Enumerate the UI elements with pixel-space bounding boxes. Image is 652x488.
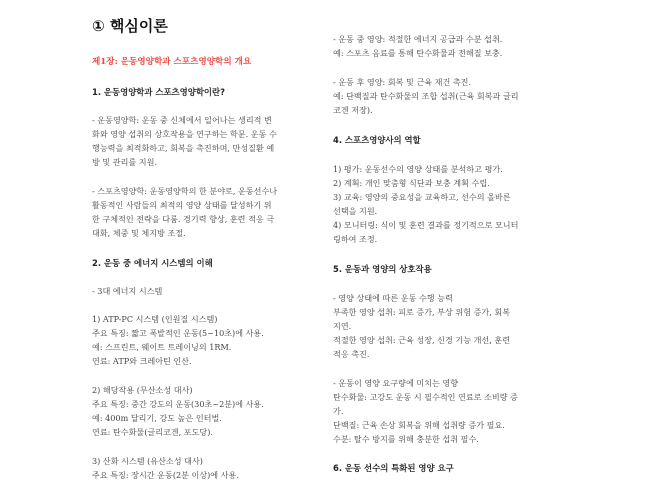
list-line: 2) 계획: 개인 맞춤형 식단과 보충 계획 수립. [333, 178, 490, 188]
paragraph-line: 지연. [333, 321, 352, 331]
list-line: 3) 교육: 영양의 중요성을 교육하고, 선수의 올바른 [333, 192, 511, 202]
paragraph-line: - 3대 에너지 시스템 [92, 286, 163, 296]
section-heading-1: 1. 운동영양학과 스포츠영양학이란? [92, 87, 225, 97]
paragraph-line: - 운동이 영양 요구량에 미치는 영향 [333, 378, 459, 388]
list-line: 연료: 탄수화물(글리코겐, 포도당). [92, 427, 213, 437]
paragraph-line: 활동적인 사람들의 최적의 영양 상태를 달성하기 위 [92, 200, 272, 210]
paragraph-line: - 스포츠영양학: 운동영양학의 한 분야로, 운동선수나 [92, 186, 278, 196]
paragraph-line: 대화, 체중 및 체지방 조절. [92, 228, 186, 238]
paragraph-line: 적절한 영양 섭취: 근육 성장, 신경 기능 개선, 훈련 [333, 335, 511, 345]
list-line: 선택을 지원. [333, 206, 378, 216]
paragraph-line: 탄수화물: 고강도 운동 시 필수적인 연료로 소비량 증 [333, 392, 518, 402]
paragraph-line: 예: 단백질과 탄수화물의 조합 섭취(근육 회복과 글리 [333, 91, 519, 101]
list-line: 주요 특징: 중간 강도의 운동(30초~2분)에 사용. [92, 399, 264, 409]
paragraph-line: 한 구체적인 전략을 다룸. 경기력 향상, 훈련 적응 극 [92, 214, 275, 224]
section-heading-2: 2. 운동 중 에너지 시스템의 이해 [92, 258, 213, 268]
page-title: ① 핵심이론 [92, 17, 168, 35]
paragraph-line: - 운동영양학: 운동 중 신체에서 일어나는 생리적 변 [92, 115, 272, 125]
paragraph-line: - 영양 상태에 따른 운동 수행 능력 [333, 293, 453, 303]
list-line: 주요 특징: 장시간 운동(2분 이상)에 사용. [92, 470, 239, 480]
paragraph-line: 수분: 탈수 방지를 위해 충분한 섭취 필수. [333, 434, 479, 444]
paragraph-line: 부족한 영양 섭취: 피로 증가, 부상 위험 증가, 회복 [333, 307, 511, 317]
paragraph-line: - 운동 후 영양: 회복 및 근육 재건 촉진. [333, 77, 472, 87]
list-line: 4) 모니터링: 식이 및 훈련 결과를 정기적으로 모니터 [333, 220, 519, 230]
list-line: 2) 해당작용 (무산소성 대사) [92, 385, 193, 395]
list-line: 1) ATP-PC 시스템 (인원질 시스템) [92, 314, 218, 324]
chapter-heading: 제1장: 운동영양학과 스포츠영양학의 개요 [92, 57, 252, 67]
paragraph-line: 예: 스포츠 음료를 통해 탄수화물과 전해질 보충. [333, 48, 503, 58]
list-line: 주요 특징: 짧고 폭발적인 운동(5~10초)에 사용. [92, 328, 264, 338]
paragraph-line: 가. [333, 406, 344, 416]
list-line: 연료: ATP와 크레아틴 인산. [92, 356, 192, 366]
list-line: 예: 스프린트, 웨이트 트레이닝의 1RM. [92, 342, 232, 352]
list-line: 3) 산화 시스템 (유산소성 대사) [92, 456, 203, 466]
list-line: 링하여 조정. [333, 234, 378, 244]
paragraph-line: 행능력을 최적화하고, 회복을 촉진하며, 만성질환 예 [92, 143, 275, 153]
paragraph-line: 화와 영양 섭취의 상호작용을 연구하는 학문. 운동 수 [92, 129, 277, 139]
paragraph-line: 방 및 관리를 지원. [92, 157, 158, 167]
paragraph-line: - 운동 중 영양: 적절한 에너지 공급과 수분 섭취. [333, 34, 503, 44]
list-line: 예: 400m 달리기, 강도 높은 인터벌. [92, 413, 222, 423]
paragraph-line: 코겐 저장). [333, 105, 373, 115]
section-heading-4: 4. 스포츠영양사의 역할 [333, 135, 421, 145]
list-line: 1) 평가: 운동선수의 영양 상태를 분석하고 평가. [333, 164, 503, 174]
paragraph-line: 적응 촉진. [333, 349, 370, 359]
paragraph-line: 단백질: 근육 손상 회복을 위해 섭취량 증가 필요. [333, 420, 505, 430]
section-heading-5: 5. 운동과 영양의 상호작용 [333, 264, 432, 274]
section-heading-6: 6. 운동 선수의 특화된 영양 요구 [333, 463, 454, 473]
